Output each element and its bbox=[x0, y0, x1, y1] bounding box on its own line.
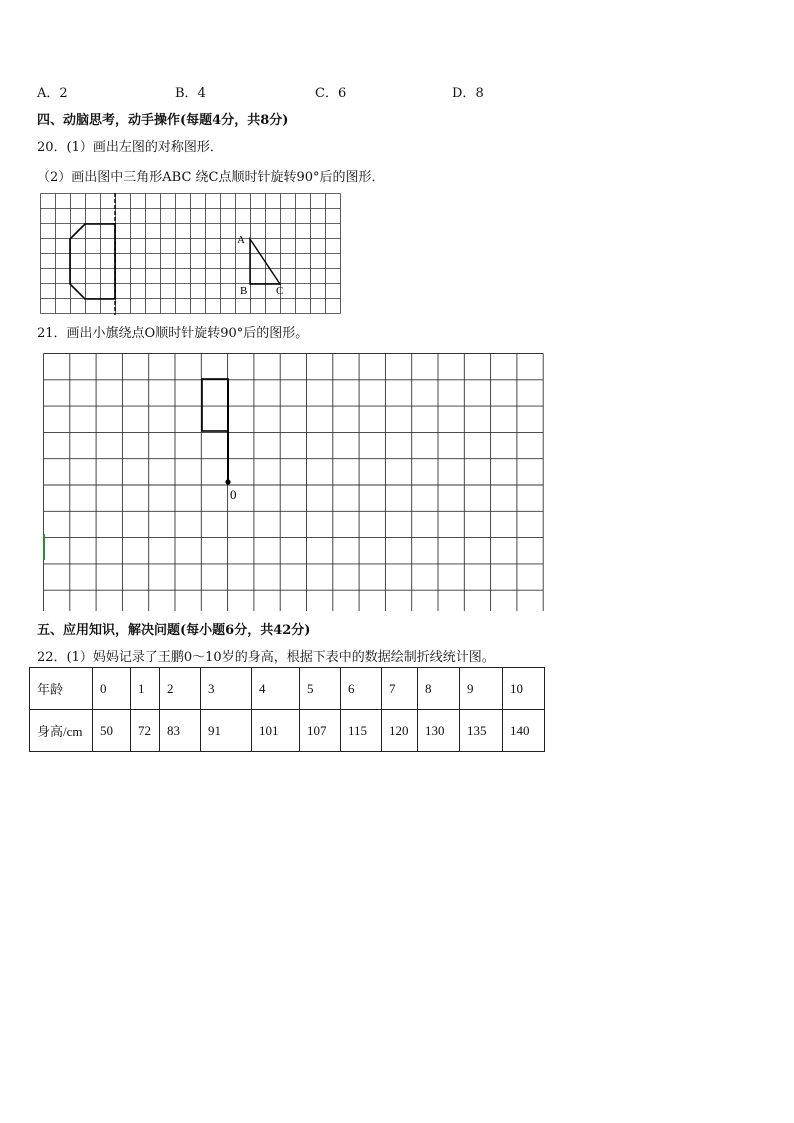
question-20-part-2: （2）画出图中三角形ABC 绕C点顺时针旋转90°后的图形． bbox=[37, 170, 385, 185]
height-data-table bbox=[29, 667, 545, 752]
table-cell: 91 bbox=[201, 710, 252, 752]
question-20-part-1: 20．(1）画出左图的对称图形． bbox=[37, 140, 223, 155]
table-cell: 107 bbox=[300, 710, 341, 752]
table-row-age bbox=[30, 668, 545, 710]
flag-banner bbox=[202, 379, 228, 431]
table-row-height bbox=[30, 710, 545, 752]
section-four-title: 四、动脑思考，动手操作(每题4分，共8分) bbox=[37, 113, 289, 128]
table-cell: 0 bbox=[93, 668, 131, 710]
table-cell: 7 bbox=[382, 668, 418, 710]
label-b: B bbox=[240, 285, 248, 297]
table-cell: 3 bbox=[201, 668, 252, 710]
option-a: A．2 bbox=[37, 86, 68, 101]
section-five-title: 五、应用知识，解决问题(每小题6分，共42分) bbox=[37, 623, 311, 638]
table-header-age: 年龄 bbox=[30, 668, 93, 710]
table-cell: 140 bbox=[503, 710, 545, 752]
point-o-label: 0 bbox=[230, 487, 237, 502]
question-22-part-1: 22．(1）妈妈记录了王鹏0～10岁的身高，根据下表中的数据绘制折线统计图。 bbox=[37, 650, 495, 665]
table-cell: 4 bbox=[252, 668, 300, 710]
option-d: D．8 bbox=[452, 86, 484, 101]
table-cell: 72 bbox=[131, 710, 160, 752]
table-cell: 2 bbox=[160, 668, 201, 710]
label-a: A bbox=[237, 234, 245, 246]
table-header-height: 身高/cm bbox=[30, 710, 93, 752]
table-cell: 135 bbox=[460, 710, 503, 752]
question-21: 21．画出小旗绕点O顺时针旋转90°后的图形。 bbox=[37, 326, 309, 341]
half-octagon-shape bbox=[70, 224, 115, 299]
table-cell: 10 bbox=[503, 668, 545, 710]
label-c: C bbox=[276, 285, 284, 297]
point-o bbox=[225, 479, 230, 484]
table-cell: 9 bbox=[460, 668, 503, 710]
table-cell: 50 bbox=[93, 710, 131, 752]
triangle-abc bbox=[250, 239, 280, 284]
option-b: B．4 bbox=[175, 86, 206, 101]
option-c: C．6 bbox=[315, 86, 347, 101]
table-cell: 120 bbox=[382, 710, 418, 752]
table-cell: 6 bbox=[341, 668, 382, 710]
table-cell: 130 bbox=[418, 710, 460, 752]
table-cell: 5 bbox=[300, 668, 341, 710]
table-cell: 83 bbox=[160, 710, 201, 752]
flag-rotation-grid bbox=[43, 353, 545, 611]
table-cell: 101 bbox=[252, 710, 300, 752]
table-cell: 115 bbox=[341, 710, 382, 752]
symmetry-rotation-grid bbox=[40, 193, 342, 315]
table-cell: 1 bbox=[131, 668, 160, 710]
table-cell: 8 bbox=[418, 668, 460, 710]
